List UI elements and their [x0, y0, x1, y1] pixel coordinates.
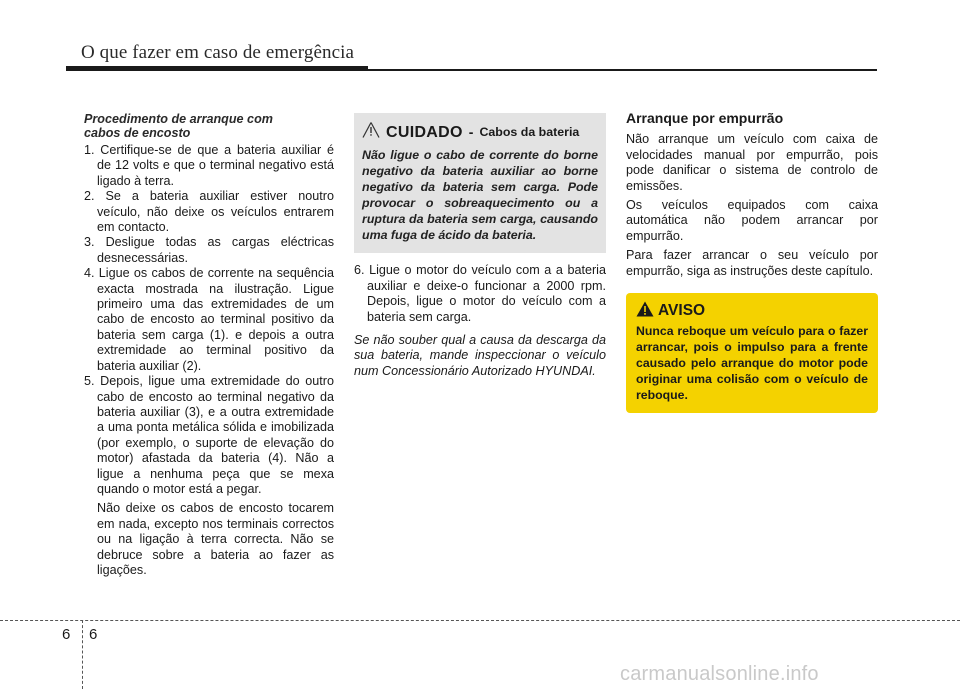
footer-vertical-rule	[82, 620, 83, 689]
header-rule-thin	[368, 69, 877, 71]
caution-topic: Cabos da bateria	[479, 124, 580, 139]
caution-triangle-icon	[362, 121, 380, 143]
caution-box	[354, 113, 606, 253]
procedure-heading-line1: Procedimento de arranque com	[84, 112, 273, 126]
watermark: carmanualsonline.info	[620, 663, 819, 685]
push-start-paragraph-1: Não arranque um veículo com caixa de velocidades manual por empurrão, pois pode danificar o sistema de controlo de emissões.	[626, 132, 878, 193]
procedure-steps-continued	[354, 263, 606, 325]
step-2: 2. Se a bateria auxiliar estiver noutro veículo, não deixe os veículos entrarem em contacto.	[84, 189, 334, 235]
procedure-heading	[84, 112, 334, 140]
step-5: 5. Depois, ligue uma extremidade do outro cabo de encosto ao terminal negativo da bateria auxiliar (3), e a outra extremidade a uma ponta metálica sólida e imobilizada (por exemplo, o suporte de elevação do motor) afastada da bateria (4). Não a ligue a nenhuma peça que se mexa quando o motor está a pegar.	[84, 374, 334, 496]
procedure-heading-line2: cabos de encosto	[84, 126, 191, 140]
push-start-paragraph-2: Os veículos equipados com caixa automática não podem arrancar por empurrão.	[626, 198, 878, 243]
right-column	[626, 110, 878, 413]
footer-horizontal-rule	[0, 620, 960, 621]
page-number: 6	[89, 626, 98, 643]
warning-body: Nunca reboque um veículo para o fazer arrancar, pois o impulso para a frente causado pelo arranque do motor pode originar uma colisão com o veículo de reboque.	[636, 324, 868, 403]
warning-triangle-icon	[636, 301, 654, 320]
step-5-note: Não deixe os cabos de encosto tocarem em nada, excepto nos terminais correctos ou na ligação à terra correcta. Não se debruce sobre a bateria ao fazer as ligações.	[97, 501, 334, 577]
caution-word: CUIDADO	[386, 123, 463, 141]
push-start-heading: Arranque por empurrão	[626, 110, 784, 126]
header-rule-thick	[66, 66, 368, 71]
discharge-note: Se não souber qual a causa da descarga da sua bateria, mande inspeccionar o veículo num Concessionário Autorizado HYUNDAI.	[354, 333, 606, 378]
step-6: 6. Ligue o motor do veículo com a a bateria auxiliar e deixe-o funcionar a 2000 rpm. Depois, ligue o motor do veículo com a bateria sem carga.	[354, 263, 606, 324]
left-column	[84, 112, 334, 578]
chapter-number: 6	[62, 626, 71, 643]
step-4: 4. Ligue os cabos de corrente na sequência exacta mostrada na ilustração. Ligue primeiro uma das extremidades de um cabo de encosto ao terminal positivo da bateria sem carga (1). e depois a outra extremidade ao terminal positivo da bateria auxiliar (2).	[84, 266, 334, 373]
page-header-title: O que fazer em caso de emergência	[81, 42, 355, 63]
step-1: 1. Certifique-se de que a bateria auxiliar é de 12 volts e que o terminal negativo está ligado à terra.	[84, 143, 334, 188]
warning-word: AVISO	[658, 302, 706, 320]
procedure-steps	[84, 143, 334, 497]
caution-body: Não ligue o cabo de corrente do borne negativo da bateria auxiliar ao borne negativo da bateria sem carga. Pode provocar o sobreaquecimento ou a ruptura da bateria sem carga, causando uma fuga de ácido da bateria.	[362, 148, 598, 243]
caution-title	[362, 121, 598, 143]
warning-box	[626, 293, 878, 413]
push-start-paragraph-3: Para fazer arrancar o seu veículo por empurrão, siga as instruções deste capítulo.	[626, 248, 878, 278]
caution-dash: -	[468, 123, 474, 140]
step-3: 3. Desligue todas as cargas eléctricas desnecessárias.	[84, 235, 334, 265]
middle-column	[354, 113, 606, 379]
warning-title	[636, 301, 868, 320]
